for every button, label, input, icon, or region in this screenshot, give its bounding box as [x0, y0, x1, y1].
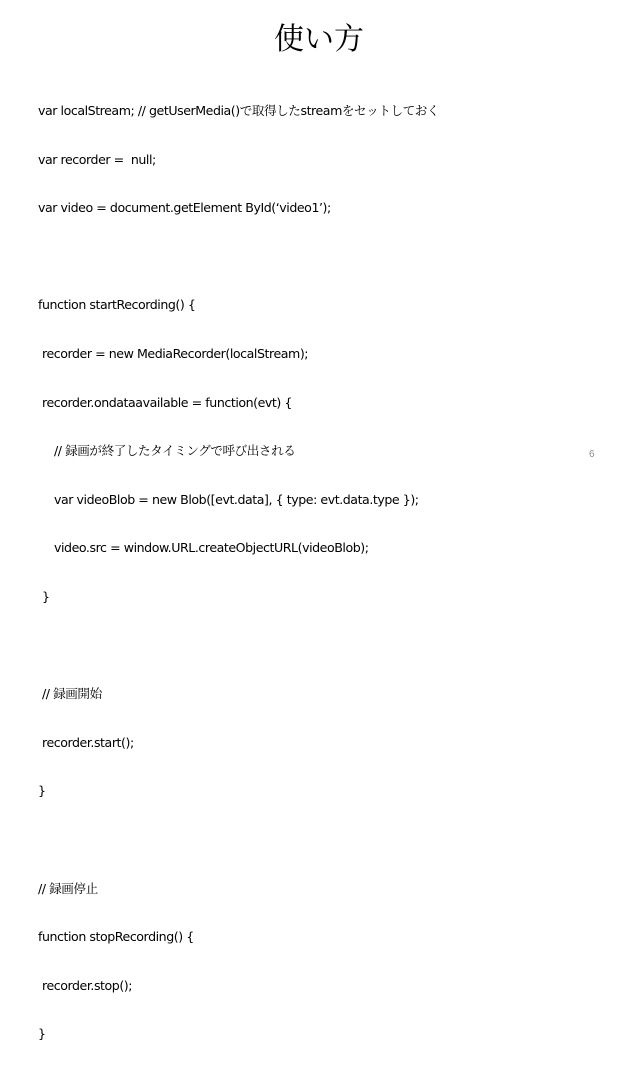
slide-title: 使い方 [274, 22, 364, 57]
code-line: function startRecording() { [38, 297, 196, 313]
code-comment: // 録画が終了したタイミングで呼び出される [54, 443, 296, 459]
code-line: } [38, 783, 46, 799]
blank-line [38, 831, 608, 850]
blank-line [38, 637, 608, 656]
code-line: function stopRecording() { [38, 929, 194, 945]
blank-line [38, 248, 608, 267]
code-line: } [42, 588, 50, 604]
code-line: var video = document.getElement ById(‘video1’); [38, 200, 331, 216]
code-line: var localStream; // getUserMedia()で取得したstreamをセットしておく [38, 103, 440, 118]
code-block [38, 72, 608, 1074]
code-line: recorder.start(); [42, 734, 134, 750]
code-line: var recorder = null; [38, 151, 156, 167]
code-line: recorder.stop(); [42, 977, 133, 993]
code-comment: // 録画停止 [38, 880, 98, 896]
code-line: var videoBlob = new Blob([evt.data], { type: evt.data.type }); [54, 491, 419, 507]
code-comment: // 録画開始 [42, 686, 102, 702]
code-line: recorder = new MediaRecorder(localStream); [42, 345, 309, 361]
code-line: recorder.ondataavailable = function(evt) { [42, 394, 292, 410]
page-number: 6 [589, 449, 595, 460]
code-line: video.src = window.URL.createObjectURL(videoBlob); [54, 540, 369, 556]
code-line: } [38, 1026, 46, 1042]
